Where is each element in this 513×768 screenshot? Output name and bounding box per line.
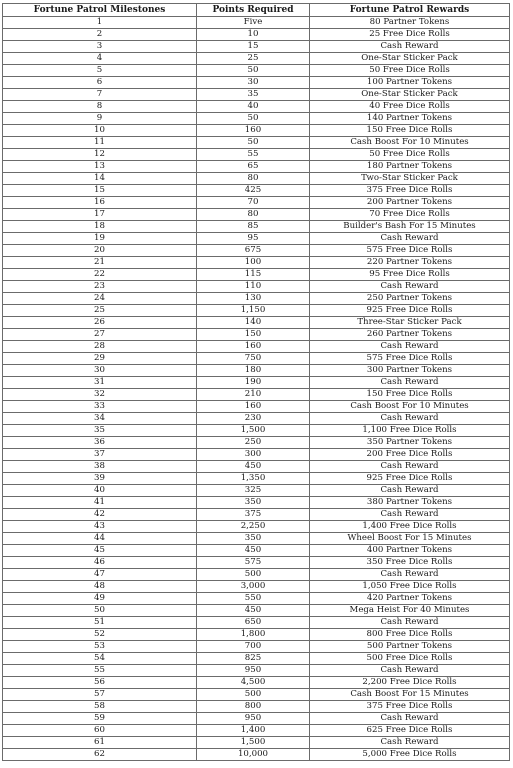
reward-cell: 1,100 Free Dice Rolls [310,425,510,437]
milestone-cell: 28 [3,341,197,353]
milestone-cell: 23 [3,281,197,293]
reward-cell: 1,400 Free Dice Rolls [310,521,510,533]
milestone-cell: 11 [3,137,197,149]
table-row [3,401,510,413]
milestone-cell: 25 [3,305,197,317]
reward-cell: 625 Free Dice Rolls [310,725,510,737]
reward-cell: Cash Reward [310,665,510,677]
milestone-cell: 3 [3,41,197,53]
points-cell: 1,500 [197,737,310,749]
milestone-cell: 45 [3,545,197,557]
points-cell: 110 [197,281,310,293]
table-row [3,725,510,737]
table-row [3,293,510,305]
table-row [3,173,510,185]
milestone-cell: 35 [3,425,197,437]
reward-cell: 50 Free Dice Rolls [310,149,510,161]
table-row [3,77,510,89]
points-cell: 50 [197,137,310,149]
points-cell: 4,500 [197,677,310,689]
table-row [3,389,510,401]
reward-cell: 400 Partner Tokens [310,545,510,557]
points-cell: 100 [197,257,310,269]
reward-cell: Cash Boost For 15 Minutes [310,689,510,701]
table-row [3,641,510,653]
reward-cell: 100 Partner Tokens [310,77,510,89]
points-cell: 115 [197,269,310,281]
points-cell: 1,800 [197,629,310,641]
header-points-required: Points Required [197,4,310,17]
header-rewards: Fortune Patrol Rewards [310,4,510,17]
table-row [3,281,510,293]
reward-cell: 260 Partner Tokens [310,329,510,341]
reward-cell: 375 Free Dice Rolls [310,185,510,197]
table-row [3,221,510,233]
milestone-cell: 60 [3,725,197,737]
reward-cell: Cash Reward [310,233,510,245]
reward-cell: Cash Reward [310,713,510,725]
reward-cell: Three-Star Sticker Pack [310,317,510,329]
milestone-cell: 51 [3,617,197,629]
table-row [3,593,510,605]
milestone-cell: 38 [3,461,197,473]
points-cell: 500 [197,689,310,701]
milestone-cell: 58 [3,701,197,713]
points-cell: 650 [197,617,310,629]
table-row [3,29,510,41]
points-cell: 450 [197,461,310,473]
milestone-cell: 6 [3,77,197,89]
milestone-cell: 59 [3,713,197,725]
table-row [3,569,510,581]
table-row [3,113,510,125]
table-row [3,329,510,341]
milestones-table [2,3,510,761]
milestone-cell: 50 [3,605,197,617]
table-row [3,689,510,701]
milestone-cell: 20 [3,245,197,257]
table-row [3,53,510,65]
table-row [3,581,510,593]
table-body [3,17,510,761]
milestone-cell: 34 [3,413,197,425]
milestone-cell: 22 [3,269,197,281]
milestone-cell: 27 [3,329,197,341]
table-row [3,413,510,425]
points-cell: 95 [197,233,310,245]
reward-cell: Cash Reward [310,569,510,581]
milestone-cell: 16 [3,197,197,209]
points-cell: 85 [197,221,310,233]
milestone-cell: 36 [3,437,197,449]
points-cell: 675 [197,245,310,257]
table-row [3,41,510,53]
reward-cell: 80 Partner Tokens [310,17,510,29]
milestone-cell: 30 [3,365,197,377]
reward-cell: Cash Reward [310,617,510,629]
table-row [3,149,510,161]
reward-cell: 925 Free Dice Rolls [310,305,510,317]
table-row [3,521,510,533]
reward-cell: 350 Free Dice Rolls [310,557,510,569]
milestone-cell: 10 [3,125,197,137]
table-row [3,161,510,173]
table-row [3,101,510,113]
milestone-cell: 24 [3,293,197,305]
points-cell: 500 [197,569,310,581]
milestone-cell: 12 [3,149,197,161]
points-cell: 575 [197,557,310,569]
points-cell: 350 [197,497,310,509]
milestone-cell: 55 [3,665,197,677]
points-cell: 2,250 [197,521,310,533]
reward-cell: 575 Free Dice Rolls [310,353,510,365]
table-header [3,4,510,17]
table-row [3,509,510,521]
reward-cell: Cash Reward [310,377,510,389]
table-row [3,617,510,629]
table-row [3,545,510,557]
table-row [3,605,510,617]
milestone-cell: 31 [3,377,197,389]
points-cell: 700 [197,641,310,653]
milestone-cell: 39 [3,473,197,485]
points-cell: 55 [197,149,310,161]
table-row [3,137,510,149]
points-cell: 190 [197,377,310,389]
milestone-cell: 53 [3,641,197,653]
table-row [3,533,510,545]
table-row [3,353,510,365]
points-cell: 210 [197,389,310,401]
milestone-cell: 33 [3,401,197,413]
reward-cell: Cash Reward [310,485,510,497]
points-cell: 450 [197,605,310,617]
reward-cell: 2,200 Free Dice Rolls [310,677,510,689]
table-row [3,317,510,329]
milestone-cell: 9 [3,113,197,125]
points-cell: 1,500 [197,425,310,437]
milestone-cell: 15 [3,185,197,197]
reward-cell: One-Star Sticker Pack [310,53,510,65]
milestone-cell: 52 [3,629,197,641]
milestone-cell: 32 [3,389,197,401]
points-cell: 65 [197,161,310,173]
points-cell: 160 [197,401,310,413]
milestone-cell: 54 [3,653,197,665]
table-row [3,497,510,509]
points-cell: 800 [197,701,310,713]
points-cell: 150 [197,329,310,341]
points-cell: 180 [197,365,310,377]
points-cell: 950 [197,713,310,725]
milestone-cell: 57 [3,689,197,701]
table-row [3,365,510,377]
milestone-cell: 4 [3,53,197,65]
points-cell: 140 [197,317,310,329]
points-cell: 10 [197,29,310,41]
table-row [3,233,510,245]
reward-cell: 150 Free Dice Rolls [310,125,510,137]
milestone-cell: 61 [3,737,197,749]
table-row [3,437,510,449]
points-cell: 25 [197,53,310,65]
points-cell: 300 [197,449,310,461]
milestone-cell: 41 [3,497,197,509]
table-row [3,629,510,641]
table-row [3,473,510,485]
reward-cell: 250 Partner Tokens [310,293,510,305]
points-cell: 750 [197,353,310,365]
table-row [3,377,510,389]
reward-cell: 70 Free Dice Rolls [310,209,510,221]
milestone-cell: 40 [3,485,197,497]
header-milestones: Fortune Patrol Milestones [3,4,197,17]
reward-cell: Cash Reward [310,341,510,353]
points-cell: 80 [197,209,310,221]
milestone-cell: 21 [3,257,197,269]
reward-cell: 800 Free Dice Rolls [310,629,510,641]
header-row [3,4,510,17]
milestone-cell: 43 [3,521,197,533]
reward-cell: Two-Star Sticker Pack [310,173,510,185]
reward-cell: 5,000 Free Dice Rolls [310,749,510,761]
table-row [3,209,510,221]
milestone-cell: 18 [3,221,197,233]
table-row [3,749,510,761]
points-cell: 3,000 [197,581,310,593]
reward-cell: 220 Partner Tokens [310,257,510,269]
reward-cell: Cash Reward [310,737,510,749]
table-row [3,185,510,197]
reward-cell: 925 Free Dice Rolls [310,473,510,485]
table-row [3,257,510,269]
points-cell: 35 [197,89,310,101]
points-cell: 375 [197,509,310,521]
points-cell: 230 [197,413,310,425]
points-cell: 50 [197,65,310,77]
table-row [3,65,510,77]
reward-cell: 500 Partner Tokens [310,641,510,653]
points-cell: 50 [197,113,310,125]
milestone-cell: 17 [3,209,197,221]
reward-cell: Cash Reward [310,281,510,293]
reward-cell: Builder's Bash For 15 Minutes [310,221,510,233]
points-cell: Five [197,17,310,29]
milestone-cell: 37 [3,449,197,461]
points-cell: 325 [197,485,310,497]
points-cell: 40 [197,101,310,113]
milestone-cell: 44 [3,533,197,545]
milestone-cell: 49 [3,593,197,605]
reward-cell: 180 Partner Tokens [310,161,510,173]
points-cell: 1,350 [197,473,310,485]
points-cell: 550 [197,593,310,605]
reward-cell: Cash Boost For 10 Minutes [310,137,510,149]
reward-cell: 150 Free Dice Rolls [310,389,510,401]
table-row [3,89,510,101]
reward-cell: 95 Free Dice Rolls [310,269,510,281]
points-cell: 425 [197,185,310,197]
table-row [3,677,510,689]
reward-cell: 50 Free Dice Rolls [310,65,510,77]
reward-cell: 200 Partner Tokens [310,197,510,209]
reward-cell: 375 Free Dice Rolls [310,701,510,713]
table-row [3,665,510,677]
points-cell: 160 [197,341,310,353]
points-cell: 450 [197,545,310,557]
milestone-cell: 2 [3,29,197,41]
points-cell: 250 [197,437,310,449]
table-row [3,341,510,353]
reward-cell: Cash Boost For 10 Minutes [310,401,510,413]
points-cell: 70 [197,197,310,209]
reward-cell: 140 Partner Tokens [310,113,510,125]
table-row [3,713,510,725]
reward-cell: 575 Free Dice Rolls [310,245,510,257]
milestone-cell: 8 [3,101,197,113]
reward-cell: Cash Reward [310,461,510,473]
table-row [3,485,510,497]
reward-cell: 200 Free Dice Rolls [310,449,510,461]
milestone-cell: 14 [3,173,197,185]
points-cell: 1,150 [197,305,310,317]
points-cell: 1,400 [197,725,310,737]
points-cell: 10,000 [197,749,310,761]
reward-cell: 1,050 Free Dice Rolls [310,581,510,593]
table-row [3,701,510,713]
table-row [3,125,510,137]
points-cell: 950 [197,665,310,677]
milestone-cell: 1 [3,17,197,29]
table-row [3,305,510,317]
reward-cell: Mega Heist For 40 Minutes [310,605,510,617]
reward-cell: Cash Reward [310,41,510,53]
points-cell: 350 [197,533,310,545]
milestone-cell: 46 [3,557,197,569]
milestone-cell: 26 [3,317,197,329]
table-row [3,461,510,473]
milestone-cell: 62 [3,749,197,761]
points-cell: 15 [197,41,310,53]
points-cell: 160 [197,125,310,137]
table-row [3,269,510,281]
milestone-cell: 42 [3,509,197,521]
reward-cell: 25 Free Dice Rolls [310,29,510,41]
milestone-cell: 7 [3,89,197,101]
reward-cell: Wheel Boost For 15 Minutes [310,533,510,545]
reward-cell: One-Star Sticker Pack [310,89,510,101]
reward-cell: 420 Partner Tokens [310,593,510,605]
table-row [3,197,510,209]
points-cell: 130 [197,293,310,305]
milestone-cell: 47 [3,569,197,581]
reward-cell: 500 Free Dice Rolls [310,653,510,665]
reward-cell: 40 Free Dice Rolls [310,101,510,113]
table-row [3,245,510,257]
table-row [3,425,510,437]
points-cell: 80 [197,173,310,185]
reward-cell: 300 Partner Tokens [310,365,510,377]
milestone-cell: 19 [3,233,197,245]
table-row [3,17,510,29]
reward-cell: 380 Partner Tokens [310,497,510,509]
reward-cell: 350 Partner Tokens [310,437,510,449]
table-row [3,449,510,461]
points-cell: 30 [197,77,310,89]
reward-cell: Cash Reward [310,413,510,425]
points-cell: 825 [197,653,310,665]
table-row [3,737,510,749]
milestone-cell: 48 [3,581,197,593]
milestone-cell: 5 [3,65,197,77]
table-row [3,653,510,665]
reward-cell: Cash Reward [310,509,510,521]
milestone-cell: 13 [3,161,197,173]
table-row [3,557,510,569]
milestone-cell: 29 [3,353,197,365]
milestone-cell: 56 [3,677,197,689]
